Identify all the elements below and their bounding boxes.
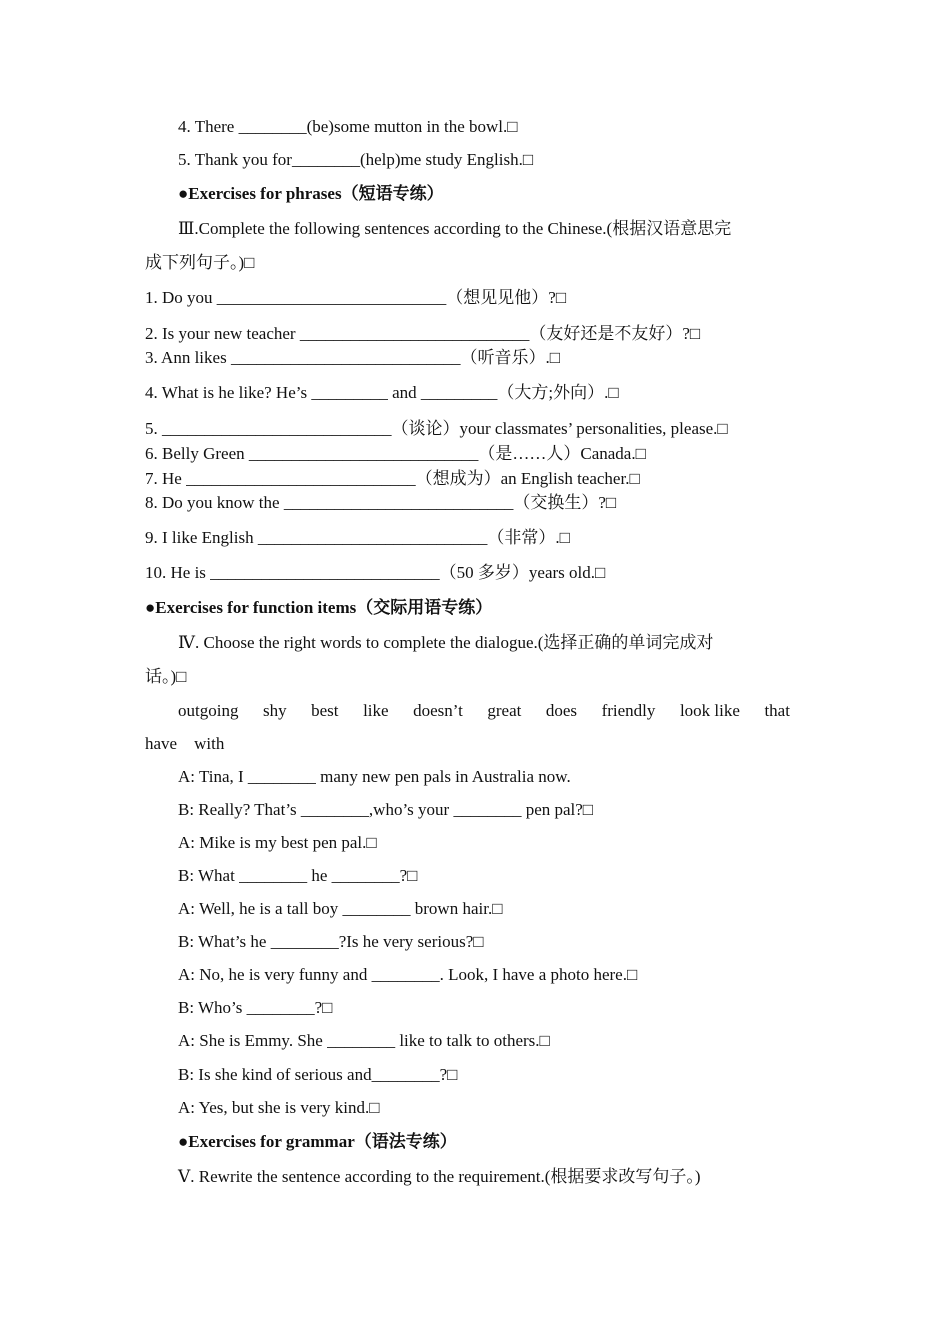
word-bank-word: shy bbox=[262, 701, 287, 720]
dialogue-line-6: B: What’s he ________?Is he very serious?□ bbox=[178, 932, 484, 951]
dialogue-line-7: A: No, he is very funny and ________. Look, I have a photo here.□ bbox=[178, 965, 638, 984]
dialogue-line-1: A: Tina, I ________ many new pen pals in Australia now. bbox=[178, 767, 571, 786]
dialogue-line-8: B: Who’s ________?□ bbox=[178, 998, 333, 1017]
dialogue-line-3: A: Mike is my best pen pal.□ bbox=[178, 833, 377, 852]
function-items-heading: ●Exercises for function items（交际用语专练） bbox=[145, 598, 493, 617]
dialogue-line-10: B: Is she kind of serious and________?□ bbox=[178, 1065, 458, 1084]
dialogue-line-9: A: She is Emmy. She ________ like to talk to others.□ bbox=[178, 1031, 550, 1050]
grammar-heading: ●Exercises for grammar（语法专练） bbox=[178, 1132, 457, 1151]
word-bank-word: look like bbox=[679, 701, 740, 720]
dialogue-line-5: A: Well, he is a tall boy ________ brown hair.□ bbox=[178, 899, 503, 918]
word-bank-word: that bbox=[764, 701, 790, 720]
item-there-mutton: 4. There ________(be)some mutton in the bowl.□ bbox=[178, 117, 518, 136]
phrases-instruction-line2: 成下列句子。)□ bbox=[145, 253, 255, 272]
word-bank-word: like bbox=[363, 701, 389, 720]
phrase-item-4: 4. What is he like? He’s _________ and _________（大方;外向）.□ bbox=[145, 383, 619, 402]
phrase-item-7: 7. He ___________________________（想成为）an English teacher.□ bbox=[145, 469, 640, 488]
phrases-heading: ●Exercises for phrases（短语专练） bbox=[178, 184, 444, 203]
phrase-item-9: 9. I like English ___________________________（非常）.□ bbox=[145, 528, 570, 547]
word-bank-row2: have with bbox=[145, 734, 225, 753]
phrase-item-3: 3. Ann likes ___________________________（听音乐）.□ bbox=[145, 348, 560, 367]
phrases-instruction-line1: Ⅲ.Complete the following sentences according to the Chinese.(根据汉语意思完 bbox=[178, 219, 732, 238]
word-bank-word: does bbox=[545, 701, 578, 720]
word-bank-word: best bbox=[311, 701, 339, 720]
grammar-instruction: Ⅴ. Rewrite the sentence according to the requirement.(根据要求改写句子。) bbox=[178, 1167, 701, 1186]
dialogue-line-2: B: Really? That’s ________,who’s your ________ pen pal?□ bbox=[178, 800, 594, 819]
phrase-item-8: 8. Do you know the ___________________________（交换生）?□ bbox=[145, 493, 617, 512]
phrase-item-5: 5. ___________________________（谈论）your classmates’ personalities, please.□ bbox=[145, 419, 728, 438]
function-items-instruction-line2: 话。)□ bbox=[145, 667, 187, 686]
function-items-instruction-line1: Ⅳ. Choose the right words to complete the dialogue.(选择正确的单词完成对 bbox=[178, 633, 714, 652]
item-thank-you: 5. Thank you for________(help)me study English.□ bbox=[178, 150, 534, 169]
word-bank-word: doesn’t bbox=[413, 701, 463, 720]
phrase-item-2: 2. Is your new teacher ___________________________（友好还是不友好）?□ bbox=[145, 324, 701, 343]
word-bank-word: great bbox=[487, 701, 522, 720]
word-bank-row1 bbox=[178, 701, 790, 721]
dialogue-line-4: B: What ________ he ________?□ bbox=[178, 866, 418, 885]
phrase-item-1: 1. Do you ___________________________（想见见他）?□ bbox=[145, 288, 567, 307]
word-bank-word: outgoing bbox=[178, 701, 239, 720]
phrase-item-10: 10. He is ___________________________（50 多岁）years old.□ bbox=[145, 563, 606, 582]
dialogue-line-11: A: Yes, but she is very kind.□ bbox=[178, 1098, 380, 1117]
word-bank-word: friendly bbox=[601, 701, 656, 720]
phrase-item-6: 6. Belly Green ___________________________（是……人）Canada.□ bbox=[145, 444, 646, 463]
